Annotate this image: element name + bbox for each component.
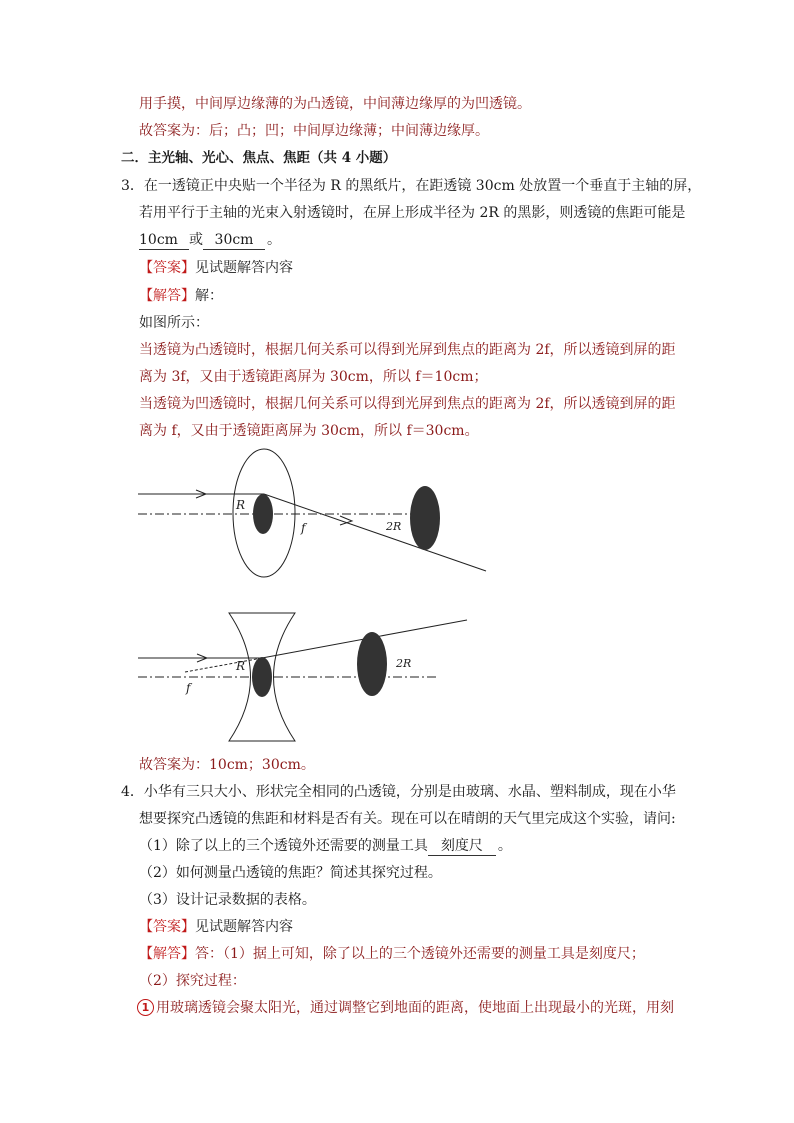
q4-process-heading: （2）探究过程： bbox=[139, 973, 246, 989]
q3-or: 或 bbox=[189, 232, 203, 248]
q3-final-answer: 故答案为：10cm；30cm。 bbox=[139, 757, 315, 773]
q3-concave-line1: 当透镜为凹透镜时，根据几何关系可以得到光屏到焦点的距离为 2f，所以透镜到屏的距 bbox=[139, 396, 676, 412]
q3-answer-tag: 【答案】 bbox=[139, 260, 195, 276]
concave-label-R: R bbox=[236, 659, 246, 673]
q4-number: 4． bbox=[121, 784, 144, 800]
q3-convex-line1: 当透镜为凸透镜时，根据几何关系可以得到光屏到焦点的距离为 2f，所以透镜到屏的距 bbox=[139, 342, 676, 358]
q3-number: 3． bbox=[121, 178, 144, 194]
q3-end-mark: 。 bbox=[267, 232, 281, 248]
q4-solution-tag: 【解答】 bbox=[139, 946, 195, 962]
convex-lens-diagram bbox=[138, 449, 486, 577]
q3-convex-line2: 离为 3f，又由于透镜距离屏为 30cm，所以 f＝10cm； bbox=[139, 369, 488, 385]
q3-concave-line2: 离为 f，又由于透镜距离屏为 30cm，所以 f＝30cm。 bbox=[139, 423, 479, 439]
q4-part1-blank: 刻度尺 bbox=[428, 838, 496, 856]
concave-label-f: f bbox=[186, 681, 191, 695]
q4-part1-end: 。 bbox=[497, 838, 512, 854]
section-title: 二．主光轴、光心、焦点、焦距（共 4 小题） bbox=[121, 150, 397, 166]
q4-answer-tag: 【答案】 bbox=[139, 919, 195, 935]
q4-step1-text: 用玻璃透镜会聚太阳光，通过调整它到地面的距离，使地面上出现最小的光斑，用刻 bbox=[156, 1000, 674, 1016]
q4-step1 bbox=[137, 998, 674, 1018]
step-number-circle: 1 bbox=[137, 999, 154, 1016]
q3-text-1: 在一透镜正中央贴一个半径为 R 的黑纸片，在距透镜 30cm 处放置一个垂直于主轴的屏， bbox=[143, 178, 702, 194]
q4-line2: 想要探究凸透镜的焦距和材料是否有关。现在可以在晴朗的天气里完成这个实验，请问: bbox=[139, 811, 676, 827]
q3-line2: 若用平行于主轴的光束入射透镜时，在屏上形成半径为 2R 的黑影，则透镜的焦距可能是 bbox=[139, 205, 686, 221]
convex-screen-shadow bbox=[410, 486, 440, 550]
q3-blank-2: 30cm bbox=[203, 232, 265, 250]
q3-answer-text: 见试题解答内容 bbox=[195, 260, 293, 276]
concave-label-2R: 2R bbox=[396, 657, 412, 670]
convex-label-R: R bbox=[236, 498, 246, 512]
q4-solution-text: 答：（1）据上可知，除了以上的三个透镜外还需要的测量工具是刻度尺； bbox=[195, 946, 645, 962]
concave-lens-diagram bbox=[138, 613, 467, 741]
prev-answer-line: 用手摸，中间厚边缘薄的为凸透镜，中间薄边缘厚的为凹透镜。 bbox=[139, 96, 531, 112]
q4-part3: （3）设计记录数据的表格。 bbox=[139, 892, 316, 908]
q4-answer-line bbox=[139, 917, 293, 937]
q4-part1-text: （1）除了以上的三个透镜外还需要的测量工具 bbox=[139, 838, 428, 854]
q4-text-1: 小华有三只大小、形状完全相同的凸透镜，分别是由玻璃、水晶、塑料制成，现在小华 bbox=[143, 784, 676, 800]
concave-screen-shadow bbox=[357, 632, 387, 696]
q4-part2: （2）如何测量凸透镜的焦距？简述其探究过程。 bbox=[139, 865, 442, 881]
q3-as-shown: 如图所示： bbox=[139, 315, 209, 331]
prev-final-answer: 故答案为：后；凸；凹；中间厚边缘薄；中间薄边缘厚。 bbox=[139, 123, 489, 139]
concave-black-disk bbox=[252, 657, 272, 697]
convex-label-2R: 2R bbox=[386, 520, 402, 533]
q4-part1 bbox=[139, 836, 512, 856]
q3-solution-text: 解： bbox=[195, 288, 223, 304]
q4-line1 bbox=[121, 782, 676, 802]
convex-label-f: f bbox=[301, 521, 306, 535]
q4-answer-text: 见试题解答内容 bbox=[195, 919, 293, 935]
q3-blank-1: 10cm bbox=[139, 232, 189, 250]
q4-solution-line bbox=[139, 944, 645, 964]
q3-solution-tag: 【解答】 bbox=[139, 288, 195, 304]
convex-black-disk bbox=[253, 494, 273, 534]
convex-refracted-ray bbox=[264, 494, 486, 571]
